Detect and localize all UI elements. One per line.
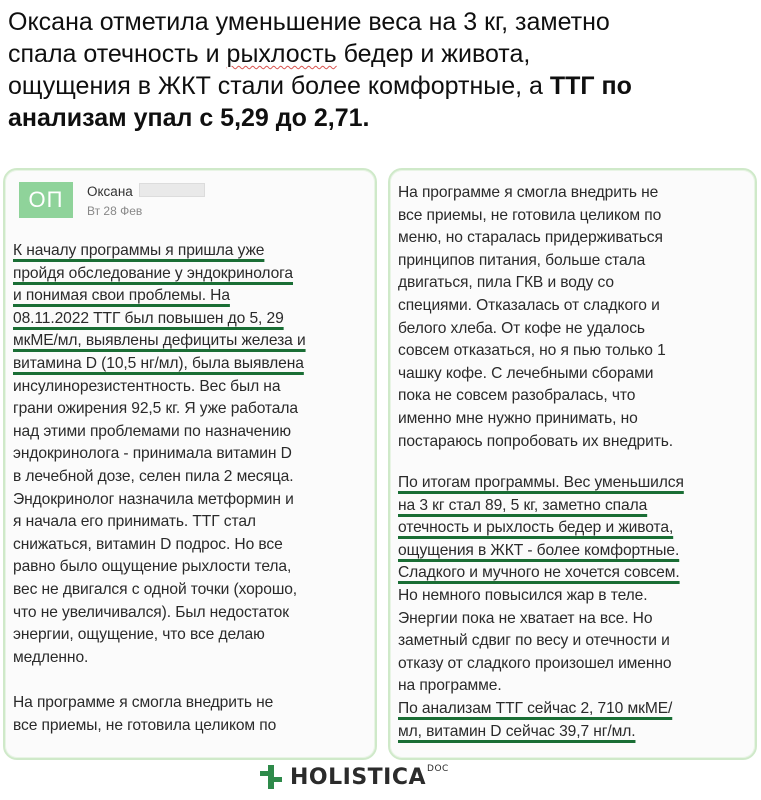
headline-line-3-bold: ТТГ по (549, 72, 632, 100)
right-message-b-line-text: отказу от сладкого произошел именно (398, 654, 672, 672)
left-message-line-text: я начала его принимать. ТТГ стал (13, 513, 256, 531)
logo-superscript: DOC (427, 764, 449, 774)
left-message-line (13, 353, 369, 376)
right-message-b-line (398, 472, 749, 495)
right-message-b-line (398, 630, 749, 653)
right-message-a-line (398, 408, 749, 431)
left-message-tail-line-text: все приемы, не готовила целиком по (13, 716, 277, 734)
right-message-a-line (398, 340, 749, 363)
avatar: ОП (19, 182, 73, 218)
right-message-b-line-text: Сладкого и мучного не хочется совсем. (398, 564, 680, 582)
left-message-line (13, 308, 369, 331)
right-message-a-line-text: принципов питания, больше стала (398, 251, 646, 269)
left-message-line-text: 08.11.2022 ТТГ был повышен до 5, 29 (13, 309, 284, 327)
left-message-line-text: равно было ощущение рыхлости тела, (13, 558, 292, 576)
message-body-right-part-2 (398, 472, 749, 743)
message-body-right-part-1 (398, 182, 749, 453)
right-message-a-line (398, 182, 749, 205)
headline-line-2-post: бедер и живота, (336, 40, 531, 68)
right-message-a-line-text: постараюсь попробовать их внедрить. (398, 432, 674, 450)
right-message-a-line (398, 295, 749, 318)
left-message-line (13, 466, 369, 489)
holistica-logo (258, 760, 449, 794)
right-message-a-line-text: чашку кофе. С лечебными сборами (398, 364, 654, 382)
sender-name (87, 183, 205, 199)
left-message-line (13, 421, 369, 444)
left-message-line-text: над этими проблемами по назначению (13, 422, 291, 440)
right-message-a-line-text: меню, но старалась придерживаться (398, 229, 663, 247)
headline-line-4 (8, 102, 753, 134)
left-message-line (13, 330, 369, 353)
right-message-b-line (398, 721, 749, 744)
right-message-a-line (398, 318, 749, 341)
left-message-line-text: Эндокринолог назначила метформин и (13, 490, 294, 508)
right-message-a-line (398, 250, 749, 273)
left-message-line-text: инсулинорезистентность. Вес был на (13, 377, 281, 395)
headline (8, 6, 753, 134)
left-message-line-text: вес не двигался с одной точки (хорошо, (13, 580, 298, 598)
right-message-a-line-text: совсем отказаться, но я пью только 1 (398, 342, 666, 360)
headline-line-3-pre: ощущения в ЖКТ стали более комфортные, а (8, 72, 550, 100)
headline-line-2 (8, 38, 753, 70)
left-message-line-text: эндокринолога - принимала витамин D (13, 445, 292, 463)
right-message-a-line (398, 363, 749, 386)
left-message-line-text: К началу программы я пришла уже (13, 242, 265, 259)
right-message-b-line-text: заметный сдвиг по весу и отечности и (398, 632, 670, 650)
left-message-line (13, 398, 369, 421)
right-message-a-line (398, 272, 749, 295)
right-message-a-line-text: все приемы, не готовила целиком по (398, 206, 662, 224)
message-body-left (13, 240, 369, 669)
holistica-logo-icon (258, 763, 284, 791)
left-message-line-text: медленно. (13, 648, 89, 666)
left-message-line-text: мкМЕ/мл, выявлены дефициты железа и (13, 332, 306, 350)
left-message-line (13, 624, 369, 647)
message-card-right (388, 168, 757, 760)
left-message-line-text: пройдя обследование у эндокринолога (13, 264, 293, 282)
right-message-b-line (398, 495, 749, 518)
right-message-b-line-text: отечность и рыхлость бедер и живота, (398, 519, 674, 537)
right-message-a-line (398, 385, 749, 408)
right-message-a-line-text: На программе я смогла внедрить не (398, 184, 659, 201)
right-message-b-line (398, 517, 749, 540)
headline-line-4-bold: анализам упал с 5,29 до 2,71. (8, 104, 370, 132)
right-message-a-line-text: пока не совсем разобралась, что (398, 387, 636, 405)
sender-name-text: Оксана (87, 184, 133, 199)
right-message-a-line (398, 227, 749, 250)
right-message-b-line (398, 585, 749, 608)
right-message-b-line-text: По итогам программы. Вес уменьшился (398, 474, 684, 491)
left-message-line-text: энергии, ощущение, что все делаю (13, 626, 265, 644)
left-message-line (13, 443, 369, 466)
right-message-b-line-text: мл, витамин D сейчас 39,7 нг/мл. (398, 722, 636, 740)
message-card-left (3, 168, 377, 760)
left-message-line (13, 263, 369, 286)
right-message-b-line (398, 653, 749, 676)
logo-text: HOLISTICA (290, 764, 427, 790)
left-message-line (13, 579, 369, 602)
left-message-line-text: витамина D (10,5 нг/мл), была выявлена (13, 354, 304, 372)
left-message-line-text: грани ожирения 92,5 кг. Я уже работала (13, 400, 298, 418)
right-message-b-line-text: Но немного повысился жар в теле. (398, 586, 648, 604)
left-message-line (13, 556, 369, 579)
right-message-a-line-text: двигаться, пила ГКВ и воду со (398, 274, 614, 292)
right-message-a-line-text: белого хлеба. От кофе не удалось (398, 319, 645, 337)
right-message-b-line-text: ощущения в ЖКТ - более комфортные. (398, 541, 680, 559)
left-message-line (13, 534, 369, 557)
right-message-a-line-text: специями. Отказалась от сладкого и (398, 296, 660, 314)
right-message-a-line (398, 431, 749, 454)
left-message-tail-line (13, 692, 369, 715)
left-message-tail-line-text: На программе я смогла внедрить не (13, 694, 274, 711)
left-message-line (13, 511, 369, 534)
right-message-b-line (398, 608, 749, 631)
message-body-left-tail (13, 692, 369, 737)
left-message-line (13, 602, 369, 625)
right-message-b-line (398, 698, 749, 721)
right-message-b-line (398, 675, 749, 698)
left-message-line (13, 285, 369, 308)
headline-line-2-pre: спала отечность и (8, 40, 227, 68)
redacted-surname (139, 183, 205, 197)
headline-line-1: Оксана отметила уменьшение веса на 3 кг, заметно (8, 8, 610, 36)
left-message-line-text: снижаться, витамин D подрос. Но все (13, 535, 283, 553)
right-message-b-line (398, 562, 749, 585)
right-message-a-line (398, 205, 749, 228)
left-message-line-text: что не увеличивался). Был недостаток (13, 603, 289, 621)
left-message-line (13, 489, 369, 512)
right-message-b-line-text: Энергии пока не хватает на все. Но (398, 609, 653, 627)
sender-date: Вт 28 Фев (87, 204, 143, 218)
left-message-line-text: в лечебной дозе, селен пила 2 месяца. (13, 467, 294, 485)
right-message-b-line (398, 540, 749, 563)
right-message-b-line-text: на 3 кг стал 89, 5 кг, заметно спала (398, 496, 648, 514)
left-message-line (13, 376, 369, 399)
headline-line-3 (8, 70, 753, 102)
left-message-tail-line (13, 715, 369, 738)
right-message-b-line-text: По анализам ТТГ сейчас 2, 710 мкМЕ/ (398, 699, 673, 717)
right-message-a-line-text: именно мне нужно принимать, но (398, 409, 638, 427)
left-message-line (13, 647, 369, 670)
left-message-line (13, 240, 369, 263)
right-message-b-line-text: на программе. (398, 677, 502, 695)
spellcheck-marked-word: рыхлость (226, 40, 337, 68)
left-message-line-text: и понимая свои проблемы. На (13, 287, 230, 305)
